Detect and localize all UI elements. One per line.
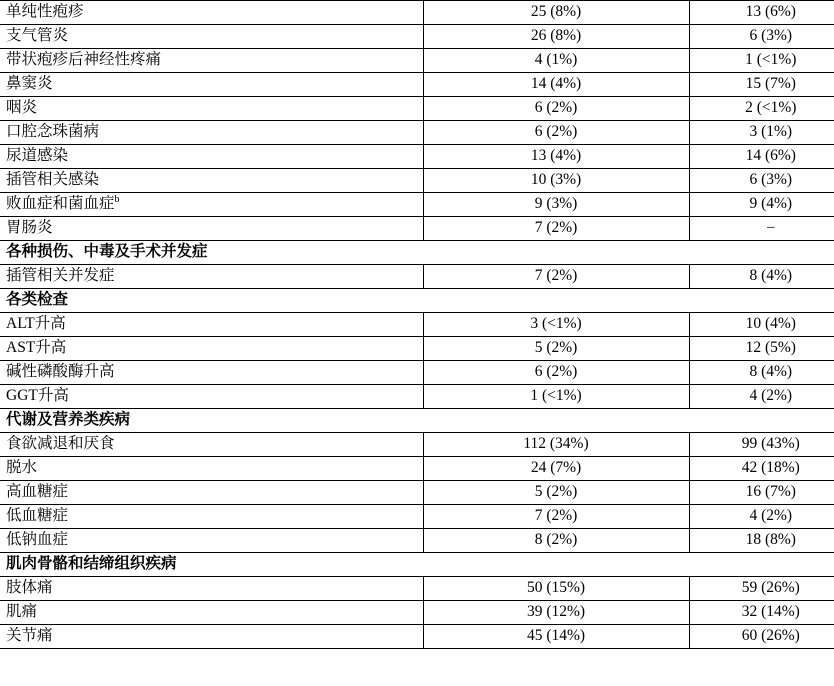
table-row [0,457,834,481]
row-value-b-text: 32 (14%) [741,603,800,621]
row-value-b [689,505,834,529]
row-term: 插管相关并发症 [0,265,423,289]
row-term: 低钠血症 [0,529,423,553]
row-value-a: 6 (2%) [423,97,689,121]
row-value-a: 10 (3%) [423,169,689,193]
table-row [0,265,834,289]
row-value-b [689,601,834,625]
row-value-a: 4 (1%) [423,49,689,73]
row-term: 胃肠炎 [0,217,423,241]
row-value-a: 112 (34%) [423,433,689,457]
row-value-a: 7 (2%) [423,505,689,529]
table-row [0,49,834,73]
table-body [0,1,834,649]
row-term: 关节痛 [0,625,423,649]
row-value-b [689,49,834,73]
table-section-row [0,553,834,577]
table-row [0,313,834,337]
table-row [0,97,834,121]
table-row [0,361,834,385]
section-title: 各种损伤、中毒及手术并发症 [0,241,834,265]
table-row [0,481,834,505]
row-term: AST升高 [0,337,423,361]
row-term: 碱性磷酸酶升高 [0,361,423,385]
row-value-a: 25 (8%) [423,1,689,25]
row-term: 支气管炎 [0,25,423,49]
row-value-b-text: 59 (26%) [741,579,800,597]
row-value-b-text: 14 (6%) [745,147,796,165]
row-value-a: 7 (2%) [423,217,689,241]
row-term: 食欲减退和厌食 [0,433,423,457]
table-row [0,601,834,625]
row-term: 高血糖症 [0,481,423,505]
row-value-b-text: 13 (6%) [745,3,796,21]
row-term: GGT升高 [0,385,423,409]
row-term: 单纯性疱疹 [0,1,423,25]
row-value-a: 6 (2%) [423,361,689,385]
table-row [0,25,834,49]
row-value-a: 8 (2%) [423,529,689,553]
table-row [0,433,834,457]
row-value-a: 39 (12%) [423,601,689,625]
row-value-a: 26 (8%) [423,25,689,49]
row-value-b [689,529,834,553]
row-value-b-text: 12 (5%) [745,339,796,357]
table-row [0,577,834,601]
row-value-a: 14 (4%) [423,73,689,97]
row-value-b [689,145,834,169]
row-value-b-text: 10 (4%) [745,315,796,333]
row-term: 口腔念珠菌病 [0,121,423,145]
section-title: 肌肉骨骼和结缔组织疾病 [0,553,834,577]
row-value-b-text: – [767,219,775,236]
row-term-text: 败血症和菌血症 [6,195,115,213]
table-row [0,337,834,361]
row-value-b-text: 99 (43%) [741,435,800,453]
row-term [0,193,423,217]
table-section-row [0,289,834,313]
table-row [0,169,834,193]
row-value-b-text: 6 (3%) [749,27,793,45]
row-term: 鼻窦炎 [0,73,423,97]
table-row [0,529,834,553]
row-value-b [689,433,834,457]
row-value-b-text: 8 (4%) [749,267,793,285]
row-value-b [689,481,834,505]
row-value-a: 1 (<1%) [423,385,689,409]
row-value-b-text: 18 (8%) [745,531,796,549]
row-value-b [689,337,834,361]
row-value-b-text: 2 (<1%) [745,99,797,117]
row-value-a: 3 (<1%) [423,313,689,337]
row-value-b [689,121,834,145]
row-value-b-text: 6 (3%) [749,171,793,189]
table-row [0,73,834,97]
row-value-b [689,25,834,49]
table-row [0,217,834,241]
row-value-b [689,169,834,193]
row-value-b [689,457,834,481]
table-row [0,505,834,529]
row-value-b [689,1,834,25]
row-value-a: 45 (14%) [423,625,689,649]
table-row [0,1,834,25]
row-term: 脱水 [0,457,423,481]
row-value-b [689,217,834,241]
row-value-b [689,97,834,121]
row-value-b-text: 60 (26%) [741,627,800,645]
table-row [0,385,834,409]
row-term: 低血糖症 [0,505,423,529]
row-value-b [689,193,834,217]
table-row [0,625,834,649]
row-value-b-text: 4 (2%) [749,507,793,525]
table-row [0,193,834,217]
row-value-a: 50 (15%) [423,577,689,601]
section-title: 代谢及营养类疾病 [0,409,834,433]
row-value-a: 7 (2%) [423,265,689,289]
row-value-b [689,265,834,289]
row-value-b [689,361,834,385]
row-term: 咽炎 [0,97,423,121]
row-value-a: 13 (4%) [423,145,689,169]
row-value-b [689,313,834,337]
row-value-b [689,73,834,97]
row-term: 带状疱疹后神经性疼痛 [0,49,423,73]
row-value-b-text: 9 (4%) [749,195,793,213]
row-term: 尿道感染 [0,145,423,169]
row-value-b-text: 16 (7%) [745,483,796,501]
row-value-b-text: 1 (<1%) [745,51,797,69]
row-value-b-text: 4 (2%) [749,387,793,405]
row-term: 肢体痛 [0,577,423,601]
row-value-b [689,385,834,409]
row-term: 肌痛 [0,601,423,625]
row-value-b-text: 8 (4%) [749,363,793,381]
row-term: 插管相关感染 [0,169,423,193]
row-value-b [689,577,834,601]
table-row [0,121,834,145]
row-value-a: 5 (2%) [423,337,689,361]
row-value-b-text: 42 (18%) [741,459,800,477]
row-value-a: 5 (2%) [423,481,689,505]
section-title: 各类检查 [0,289,834,313]
row-value-b-text: 3 (1%) [749,123,793,141]
table-row [0,145,834,169]
row-value-b [689,625,834,649]
footnote-marker: b [114,193,120,205]
row-value-b-text: 15 (7%) [745,75,796,93]
row-term: ALT升高 [0,313,423,337]
table-section-row [0,409,834,433]
row-value-a: 6 (2%) [423,121,689,145]
row-value-a: 24 (7%) [423,457,689,481]
row-value-a: 9 (3%) [423,193,689,217]
table-section-row [0,241,834,265]
